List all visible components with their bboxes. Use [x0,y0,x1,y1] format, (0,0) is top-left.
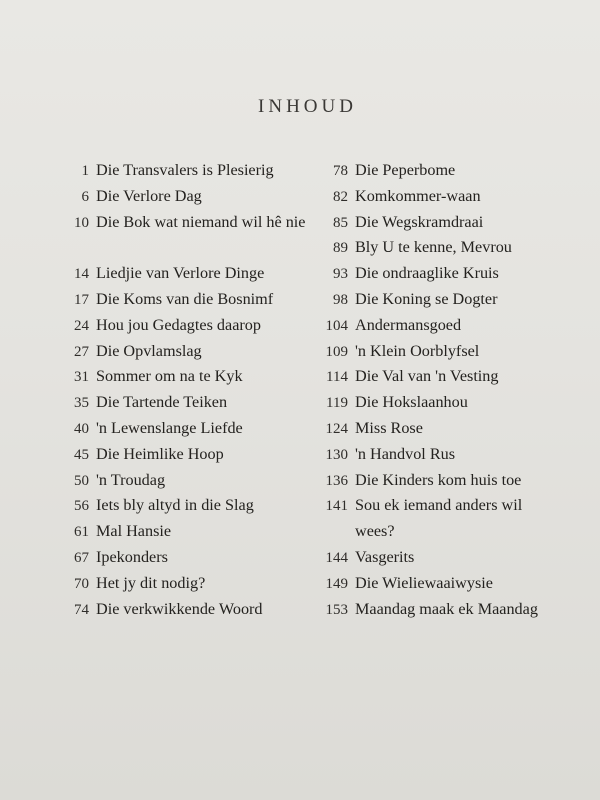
toc-title: 'n Troudag [96,470,166,489]
toc-entry [310,416,570,442]
toc-entry [50,184,310,210]
toc-page-number: 10 [74,214,89,231]
toc-title: Maandag maak ek Maandag [355,599,538,618]
toc-title: Die Transvalers is Plesierig [96,161,274,179]
toc-page-number: 153 [325,601,348,618]
toc-entry [310,597,570,623]
toc-page-number: 144 [325,549,348,566]
toc-page-number: 40 [74,420,89,437]
toc-page-number: 124 [325,420,348,437]
toc-entry [50,364,310,390]
toc-title: Die Bok wat niemand wil hê nie [96,212,306,231]
toc-left-column [50,158,310,622]
toc-title: Die Tartende Teiken [96,393,228,412]
toc-entry [310,261,570,287]
toc-entry [310,493,570,545]
toc-entry [310,442,570,468]
toc-entry [50,390,310,416]
toc-title: Die Heimlike Hoop [96,444,224,463]
toc-entry [50,493,310,519]
toc-page-number: 141 [325,498,348,515]
toc-title: Die Wieliewaaiwysie [355,573,493,592]
toc-title: Die Koms van die Bosnimf [96,289,274,308]
toc-right-column [310,158,570,622]
toc-page-number: 45 [74,446,89,463]
toc-page-number: 61 [74,524,89,541]
toc-title: Sommer om na te Kyk [96,367,243,386]
toc-page-number: 35 [74,395,89,412]
toc-page-number: 31 [74,369,89,386]
toc-entry [50,339,310,365]
toc-title: Iets bly altyd in die Slag [96,496,254,515]
toc-title: Die Opvlamslag [96,341,202,360]
toc-page-number: 27 [74,343,89,360]
toc-page-number: 93 [333,266,348,283]
toc-title: Liedjie van Verlore Dinge [96,264,265,283]
toc-entry [310,468,570,494]
toc-page-number: 56 [74,498,89,515]
toc-entry [50,571,310,597]
toc-page-number: 82 [333,188,348,205]
toc-page-number: 109 [325,343,348,360]
toc-page-number: 114 [326,369,348,386]
toc-title: Mal Hansie [96,522,172,541]
toc-entry [310,313,570,339]
toc-page-number: 17 [74,291,89,308]
toc-title: Andermansgoed [355,315,462,334]
page-title: INHOUD [258,96,357,117]
toc-entry [50,597,310,623]
toc-page-number: 119 [326,395,348,412]
toc-page-number: 67 [74,549,89,566]
toc-title: Ipekonders [96,547,168,566]
toc-entry [310,287,570,313]
toc-page-number: 85 [333,214,348,231]
toc-title: 'n Klein Oorblyfsel [355,341,480,360]
toc-title: Miss Rose [355,418,423,437]
toc-entry [310,210,570,236]
toc-page-number: 136 [325,472,348,489]
toc-title: 'n Lewenslange Liefde [96,418,243,437]
toc-title: Die Peperbome [355,161,456,179]
toc-title: Die Hokslaanhou [355,393,468,412]
toc-page-number: 6 [81,188,89,205]
toc-entry [310,390,570,416]
toc-title: Hou jou Gedagtes daarop [96,315,261,334]
toc-entry [50,519,310,545]
toc-entry [310,339,570,365]
toc-page-number: 89 [333,240,348,257]
toc-title: Die Kinders kom huis toe [355,470,522,489]
toc-entry [50,468,310,494]
toc-title: Komkommer-waan [355,186,481,205]
toc-page-number: 1 [81,163,89,179]
toc-entry [50,442,310,468]
toc-title: Bly U te kenne, Mevrou [355,238,512,257]
toc-page-number: 50 [74,472,89,489]
toc-entry [50,287,310,313]
toc-page-number: 14 [74,266,89,283]
toc-entry [50,313,310,339]
toc-title: Die Wegskramdraai [355,212,484,231]
toc-title: Die Koning se Dogter [355,289,498,308]
toc-title: 'n Handvol Rus [355,444,456,463]
toc-entry [50,210,310,262]
toc-page-number: 104 [325,317,348,334]
toc-title: Vasgerits [355,547,415,566]
toc-title: Het jy dit nodig? [96,573,206,592]
toc-entry [50,261,310,287]
toc-page-number: 24 [74,317,89,334]
toc-page-number: 130 [325,446,348,463]
toc-page-number: 74 [74,601,89,618]
toc-entry [310,545,570,571]
toc-entry [310,184,570,210]
toc-entry [50,545,310,571]
toc-title: Die ondraaglike Kruis [355,264,499,283]
toc-page-number: 78 [333,163,348,179]
toc-page-number: 149 [325,575,348,592]
toc-page-number: 70 [74,575,89,592]
toc-page-number: 98 [333,291,348,308]
toc-entry [310,364,570,390]
toc-title: Die Val van 'n Vesting [355,367,499,386]
toc-entry [310,571,570,597]
toc-title: Sou ek iemand anders wil wees? [355,496,523,541]
toc-title: Die Verlore Dag [96,186,202,205]
toc-entry [310,235,570,261]
toc-entry [50,416,310,442]
toc-title: Die verkwikkende Woord [96,599,263,618]
toc-entry [310,158,570,184]
toc-entry [50,158,310,184]
